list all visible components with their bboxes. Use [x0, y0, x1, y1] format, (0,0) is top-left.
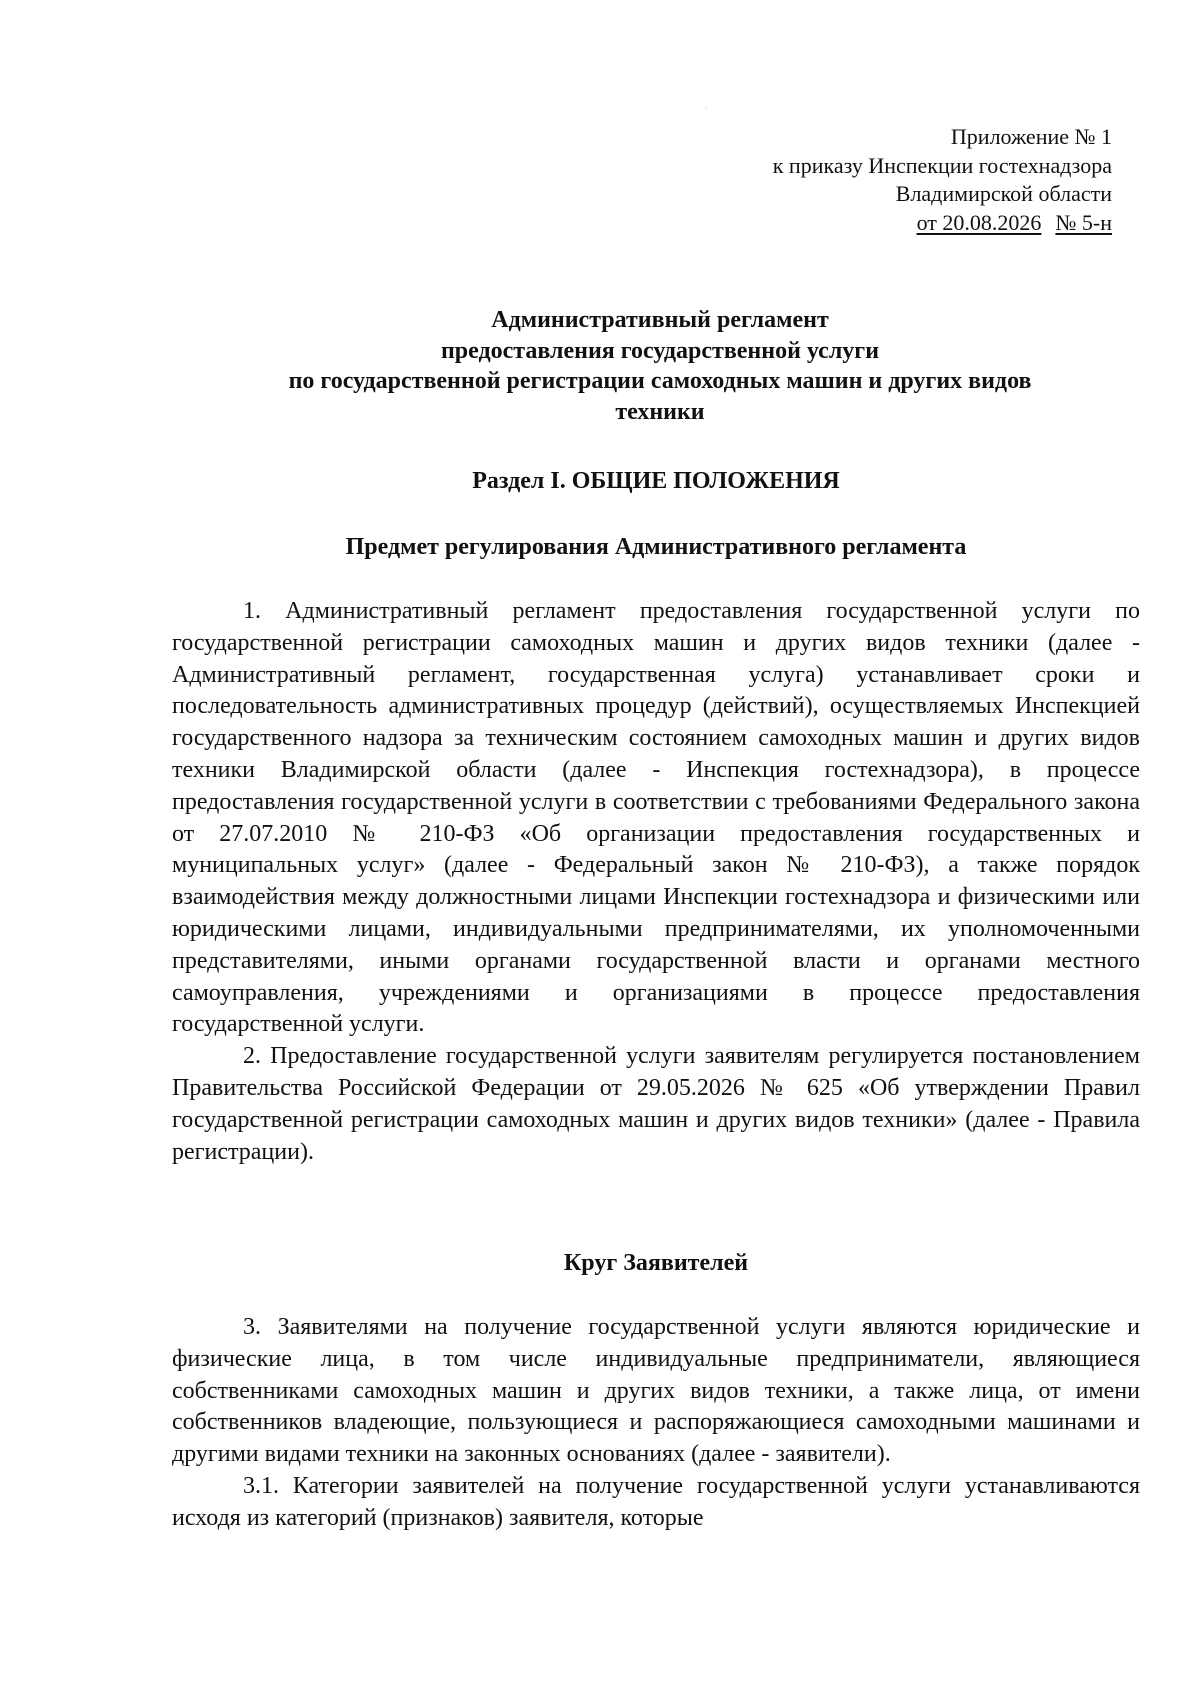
document-title	[180, 305, 1140, 427]
title-line-1: Административный регламент	[491, 307, 829, 333]
appendix-line-3: Владимирской области	[895, 181, 1112, 206]
subject-paragraphs	[172, 596, 1140, 1168]
paragraph-2: 2. Предоставление государственной услуги заявителям регулируется постановлением Правительства Российской Федерации от 29.05.2026 № 625 «Об утверждении Правил государственной регистрации самоходных машин и других видов техники» (далее - Правила регистрации).	[172, 1043, 1140, 1165]
appendix-date: от 20.08.2026	[916, 209, 1042, 235]
title-line-4: техники	[615, 398, 705, 425]
appendix-number: № 5-н	[1055, 209, 1112, 235]
applicants-paragraphs	[172, 1312, 1140, 1535]
paragraph-1: 1. Административный регламент предоставления государственной услуги по государственной регистрации самоходных машин и других видов техники (далее - Административный регламент, государственная услуга) устанавливает сроки и последовательность административных процедур (действий), осуществляемых Инспекцией государственного надзора за техническим состоянием самоходных машин и других видов техники Владимирской области (далее - Инспекция гостехнадзора), в процессе предоставления государственной услуги в соответствии с требованиями Федерального закона от 27.07.2010 № 210-ФЗ «Об организации предоставления государственных и муниципальных услуг» (далее - Федеральный закон № 210-ФЗ), а также порядок взаимодействия между должностными лицами Инспекции гостехнадзора и физическими или юридическими лицами, индивидуальными предпринимателями, их уполномоченными представителями, иными органами государственной власти и органами местного самоуправления, учреждениями и организациями в процессе предоставления государственной услуги.	[172, 598, 1140, 1038]
title-line-2: предоставления государственной услуги	[440, 337, 880, 364]
paragraph-3-1: 3.1. Категории заявителей на получение государственной услуги устанавливаются исходя из категорий (признаков) заявителя, которые	[172, 1472, 1140, 1531]
paragraph-3: 3. Заявителями на получение государственной услуги являются юридические и физические лица, в том числе индивидуальные предприниматели, являющиеся собственниками самоходных машин и других видов техники, а также лица, от имени собственников владеющие, пользующиеся и распоряжающиеся самоходными машинами и другими видами техники на законных основаниях (далее - заявители).	[172, 1314, 1140, 1468]
subject-heading: Предмет регулирования Административного регламента	[345, 534, 967, 560]
appendix-line-2: к приказу Инспекции гостехнадзора	[772, 152, 1112, 178]
appendix-dateline	[773, 209, 1112, 238]
scan-artifact: ׳	[705, 104, 708, 115]
appendix-header	[773, 123, 1112, 237]
appendix-line-1: Приложение № 1	[950, 124, 1112, 149]
section-heading: Раздел I. ОБЩИЕ ПОЛОЖЕНИЯ	[472, 468, 840, 494]
title-line-3: по государственной регистрации самоходных машин и других видов	[288, 368, 1032, 394]
applicants-heading: Круг Заявителей	[563, 1250, 749, 1276]
